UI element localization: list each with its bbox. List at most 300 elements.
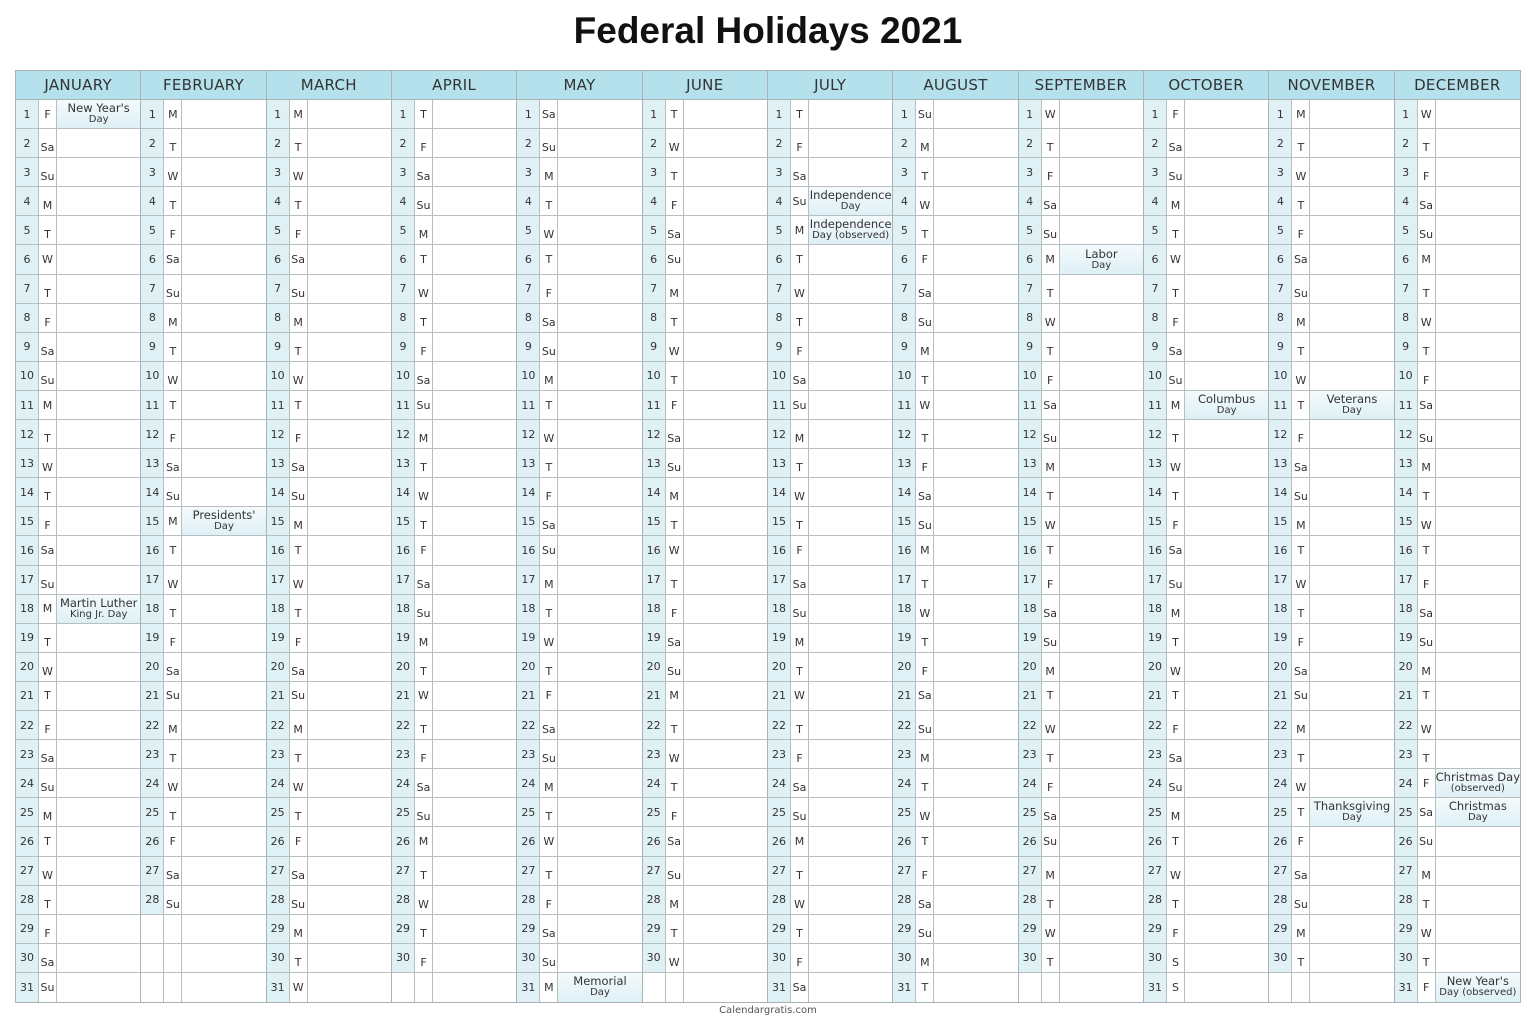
month-header: MAY — [517, 71, 641, 100]
day-row — [1144, 275, 1268, 304]
weekday: F — [666, 595, 684, 623]
day-number: 7 — [392, 275, 415, 303]
day-row — [392, 944, 516, 973]
weekday: M — [1292, 100, 1310, 128]
day-number: 14 — [1395, 478, 1418, 506]
event-cell — [1310, 362, 1393, 390]
day-row — [768, 129, 892, 158]
day-row — [1395, 595, 1520, 624]
empty-cell — [1019, 973, 1042, 1002]
event-cell — [433, 275, 516, 303]
weekday: T — [916, 973, 934, 1002]
holiday-label: Day — [214, 521, 234, 533]
day-number: 9 — [1144, 333, 1167, 361]
event-cell — [809, 711, 892, 739]
weekday: F — [415, 944, 433, 972]
weekday: M — [1418, 857, 1436, 885]
weekday: W — [666, 536, 684, 564]
weekday: T — [290, 944, 308, 972]
day-row — [1395, 391, 1520, 420]
day-row — [768, 187, 892, 216]
weekday: W — [415, 275, 433, 303]
day-row — [643, 333, 767, 362]
weekday: Su — [415, 798, 433, 826]
day-row — [392, 420, 516, 449]
event-cell — [1185, 595, 1268, 623]
day-row — [643, 507, 767, 536]
month-column-april — [392, 71, 517, 1002]
day-number: 9 — [517, 333, 540, 361]
weekday: Sa — [1292, 245, 1310, 273]
day-number: 4 — [392, 187, 415, 215]
weekday: F — [791, 333, 809, 361]
day-number: 11 — [141, 391, 164, 419]
day-number: 17 — [893, 566, 916, 594]
holiday-label: Independence — [809, 188, 892, 203]
event-cell — [1436, 711, 1520, 739]
weekday: T — [1292, 187, 1310, 215]
weekday: F — [1042, 362, 1060, 390]
day-number: 21 — [643, 682, 666, 710]
day-number: 7 — [643, 275, 666, 303]
day-number: 8 — [1269, 304, 1292, 332]
weekday: F — [1042, 566, 1060, 594]
day-number: 8 — [643, 304, 666, 332]
weekday: W — [1167, 449, 1185, 477]
day-number: 2 — [1395, 129, 1418, 157]
day-row — [893, 100, 1017, 129]
weekday: Sa — [791, 158, 809, 186]
day-row — [643, 769, 767, 798]
day-number: 9 — [893, 333, 916, 361]
weekday: F — [1167, 711, 1185, 739]
weekday: Sa — [916, 886, 934, 914]
day-row — [392, 449, 516, 478]
day-row — [1395, 624, 1520, 653]
event-cell — [809, 566, 892, 594]
day-row — [392, 566, 516, 595]
event-cell — [809, 449, 892, 477]
day-number: 25 — [893, 798, 916, 826]
day-number: 15 — [392, 507, 415, 535]
day-row — [1395, 333, 1520, 362]
event-cell — [1060, 507, 1143, 535]
day-row — [1144, 391, 1268, 420]
weekday: W — [39, 245, 57, 273]
weekday: M — [164, 100, 182, 128]
event-cell — [182, 449, 265, 477]
event-cell — [1060, 653, 1143, 681]
weekday: F — [39, 304, 57, 332]
event-cell — [57, 566, 140, 594]
weekday: M — [1167, 391, 1185, 419]
day-number: 19 — [141, 624, 164, 652]
weekday: F — [1418, 566, 1436, 594]
day-number: 31 — [1395, 973, 1418, 1002]
empty-cell — [141, 944, 164, 972]
day-number: 26 — [768, 827, 791, 855]
day-row — [643, 624, 767, 653]
day-row — [392, 915, 516, 944]
day-row — [141, 362, 265, 391]
event-cell — [57, 944, 140, 972]
day-number: 22 — [1269, 711, 1292, 739]
event-cell — [182, 769, 265, 797]
event-cell — [1436, 478, 1520, 506]
weekday: T — [1167, 216, 1185, 244]
event-cell — [308, 595, 391, 623]
day-number: 31 — [517, 973, 540, 1002]
empty-cell — [182, 944, 265, 972]
weekday: F — [415, 129, 433, 157]
weekday: Su — [415, 391, 433, 419]
day-row — [141, 682, 265, 711]
weekday: W — [1292, 769, 1310, 797]
day-number: 25 — [1019, 798, 1042, 826]
event-cell — [1185, 187, 1268, 215]
weekday: M — [791, 827, 809, 855]
event-cell — [433, 682, 516, 710]
event-cell — [809, 973, 892, 1002]
day-number: 26 — [893, 827, 916, 855]
weekday: F — [415, 536, 433, 564]
day-number: 22 — [141, 711, 164, 739]
weekday: M — [1167, 798, 1185, 826]
day-number: 18 — [1144, 595, 1167, 623]
day-row — [141, 915, 265, 944]
day-row — [893, 711, 1017, 740]
weekday: W — [39, 857, 57, 885]
event-cell — [308, 886, 391, 914]
day-row — [16, 740, 140, 769]
weekday: Su — [1167, 362, 1185, 390]
event-cell — [433, 857, 516, 885]
day-row — [1395, 827, 1520, 856]
event-cell — [182, 653, 265, 681]
day-number: 23 — [267, 740, 290, 768]
day-row — [1395, 275, 1520, 304]
day-row — [267, 478, 391, 507]
day-number: 5 — [1395, 216, 1418, 244]
weekday: W — [1418, 915, 1436, 943]
month-column-may — [517, 71, 642, 1002]
day-row — [893, 245, 1017, 274]
event-cell — [308, 275, 391, 303]
day-number: 22 — [893, 711, 916, 739]
weekday: Sa — [1042, 187, 1060, 215]
event-cell — [558, 507, 641, 535]
weekday: F — [1167, 507, 1185, 535]
day-number: 11 — [1019, 391, 1042, 419]
weekday: W — [1042, 915, 1060, 943]
weekday: Su — [1418, 827, 1436, 855]
event-cell — [1436, 624, 1520, 652]
weekday: T — [1418, 740, 1436, 768]
weekday: M — [666, 682, 684, 710]
weekday: T — [1167, 682, 1185, 710]
day-row — [768, 711, 892, 740]
day-number: 23 — [141, 740, 164, 768]
event-cell — [182, 333, 265, 361]
day-number: 31 — [893, 973, 916, 1002]
day-row — [893, 973, 1017, 1002]
event-cell — [809, 740, 892, 768]
holiday-cell — [182, 507, 265, 535]
day-number: 12 — [267, 420, 290, 448]
event-cell — [558, 187, 641, 215]
weekday: W — [1418, 304, 1436, 332]
day-number: 3 — [643, 158, 666, 186]
day-number: 16 — [267, 536, 290, 564]
day-row — [1144, 973, 1268, 1002]
day-row — [141, 420, 265, 449]
day-number: 9 — [643, 333, 666, 361]
day-row — [768, 624, 892, 653]
event-cell — [308, 449, 391, 477]
day-number: 15 — [267, 507, 290, 535]
day-number: 9 — [141, 333, 164, 361]
weekday: F — [164, 216, 182, 244]
weekday: M — [916, 740, 934, 768]
day-number: 10 — [1395, 362, 1418, 390]
weekday: Su — [1292, 478, 1310, 506]
day-number: 8 — [1144, 304, 1167, 332]
day-row — [1269, 624, 1393, 653]
empty-cell — [164, 915, 182, 943]
day-number: 7 — [16, 275, 39, 303]
day-number: 6 — [267, 245, 290, 273]
weekday: Sa — [791, 769, 809, 797]
weekday: F — [1042, 769, 1060, 797]
weekday: W — [791, 682, 809, 710]
weekday: F — [916, 245, 934, 273]
day-number: 8 — [517, 304, 540, 332]
day-row — [1144, 653, 1268, 682]
day-row — [267, 827, 391, 856]
weekday: Sa — [916, 478, 934, 506]
day-row — [267, 536, 391, 565]
day-number: 19 — [1269, 624, 1292, 652]
day-number: 3 — [893, 158, 916, 186]
event-cell — [684, 478, 767, 506]
empty-cell — [392, 973, 415, 1002]
holiday-label: Day — [1342, 405, 1362, 416]
weekday: Sa — [540, 915, 558, 943]
event-cell — [1060, 362, 1143, 390]
weekday: Sa — [791, 566, 809, 594]
day-row — [141, 333, 265, 362]
event-cell — [809, 275, 892, 303]
day-number: 30 — [517, 944, 540, 972]
weekday: M — [1292, 711, 1310, 739]
event-cell — [308, 857, 391, 885]
event-cell — [684, 944, 767, 972]
day-number: 23 — [392, 740, 415, 768]
day-row — [517, 624, 641, 653]
event-cell — [182, 100, 265, 128]
day-row — [1269, 769, 1393, 798]
event-cell — [1060, 158, 1143, 186]
day-row — [392, 507, 516, 536]
event-cell — [684, 857, 767, 885]
weekday: Sa — [1418, 798, 1436, 826]
weekday: Su — [290, 275, 308, 303]
day-row — [1019, 100, 1143, 129]
day-row — [16, 449, 140, 478]
weekday: F — [290, 827, 308, 855]
day-row — [1019, 536, 1143, 565]
weekday: Su — [540, 740, 558, 768]
weekday: T — [1418, 129, 1436, 157]
event-cell — [1185, 304, 1268, 332]
day-row — [893, 857, 1017, 886]
day-row — [893, 536, 1017, 565]
weekday: Sa — [1167, 333, 1185, 361]
day-row — [768, 915, 892, 944]
holiday-label: Day — [1467, 812, 1488, 824]
day-number: 9 — [1019, 333, 1042, 361]
day-number: 31 — [1144, 973, 1167, 1002]
day-row — [1395, 740, 1520, 769]
day-number: 1 — [267, 100, 290, 128]
day-row — [517, 158, 641, 187]
holiday-cell — [1436, 973, 1520, 1002]
day-row — [16, 624, 140, 653]
event-cell — [809, 653, 892, 681]
day-row — [267, 391, 391, 420]
day-row — [16, 944, 140, 973]
event-cell — [433, 798, 516, 826]
weekday: T — [1418, 333, 1436, 361]
weekday: S — [1167, 944, 1185, 972]
weekday: M — [666, 478, 684, 506]
weekday: Sa — [39, 536, 57, 564]
day-number: 16 — [141, 536, 164, 564]
day-number: 22 — [768, 711, 791, 739]
weekday: T — [164, 129, 182, 157]
event-cell — [684, 595, 767, 623]
event-cell — [1310, 420, 1393, 448]
event-cell — [57, 507, 140, 535]
day-row — [1395, 653, 1520, 682]
weekday: T — [791, 304, 809, 332]
day-number: 13 — [392, 449, 415, 477]
empty-cell — [164, 944, 182, 972]
day-row — [1395, 216, 1520, 245]
day-row — [267, 682, 391, 711]
event-cell — [57, 769, 140, 797]
weekday: T — [1042, 944, 1060, 972]
event-cell — [308, 711, 391, 739]
month-header: AUGUST — [893, 71, 1017, 100]
day-number: 27 — [392, 857, 415, 885]
weekday: W — [164, 158, 182, 186]
day-number: 4 — [1144, 187, 1167, 215]
day-row — [1269, 973, 1393, 1002]
event-cell — [809, 798, 892, 826]
day-row — [16, 129, 140, 158]
holiday-label: Day (observed) — [1439, 987, 1517, 999]
day-row — [1019, 711, 1143, 740]
weekday: T — [666, 507, 684, 535]
event-cell — [1060, 449, 1143, 477]
day-row — [1144, 915, 1268, 944]
day-number: 21 — [1395, 682, 1418, 710]
event-cell — [809, 304, 892, 332]
weekday: T — [1167, 827, 1185, 855]
day-number: 14 — [1144, 478, 1167, 506]
weekday: T — [415, 245, 433, 273]
day-number: 15 — [643, 507, 666, 535]
day-row — [643, 827, 767, 856]
day-number: 17 — [1395, 566, 1418, 594]
day-number: 26 — [1269, 827, 1292, 855]
weekday: Sa — [39, 740, 57, 768]
day-row — [392, 740, 516, 769]
weekday: W — [415, 886, 433, 914]
weekday: F — [415, 740, 433, 768]
weekday: T — [666, 711, 684, 739]
weekday: Su — [164, 682, 182, 710]
empty-cell — [182, 973, 265, 1002]
day-number: 26 — [392, 827, 415, 855]
day-row — [141, 100, 265, 129]
event-cell — [308, 682, 391, 710]
weekday: M — [290, 507, 308, 535]
weekday: M — [791, 216, 809, 244]
day-row — [517, 566, 641, 595]
day-row — [768, 566, 892, 595]
day-number: 22 — [517, 711, 540, 739]
weekday: Sa — [1042, 595, 1060, 623]
day-number: 15 — [768, 507, 791, 535]
day-row — [1395, 973, 1520, 1002]
day-number: 15 — [517, 507, 540, 535]
day-number: 29 — [267, 915, 290, 943]
event-cell — [308, 391, 391, 419]
weekday: Sa — [1292, 857, 1310, 885]
day-number: 28 — [643, 886, 666, 914]
day-row — [1019, 245, 1143, 274]
event-cell — [684, 304, 767, 332]
weekday: F — [916, 857, 934, 885]
day-number: 17 — [643, 566, 666, 594]
event-cell — [558, 158, 641, 186]
weekday: Sa — [1042, 798, 1060, 826]
event-cell — [809, 391, 892, 419]
month-header: NOVEMBER — [1269, 71, 1393, 100]
day-row — [517, 711, 641, 740]
day-number: 13 — [1019, 449, 1042, 477]
event-cell — [308, 566, 391, 594]
weekday: T — [1042, 275, 1060, 303]
day-number: 12 — [1395, 420, 1418, 448]
day-number: 23 — [1395, 740, 1418, 768]
day-number: 7 — [893, 275, 916, 303]
event-cell — [1185, 740, 1268, 768]
day-number: 1 — [1144, 100, 1167, 128]
day-number: 15 — [1269, 507, 1292, 535]
event-cell — [182, 566, 265, 594]
weekday: W — [415, 682, 433, 710]
day-number: 19 — [1395, 624, 1418, 652]
event-cell — [308, 158, 391, 186]
day-number: 3 — [267, 158, 290, 186]
holiday-label: Day — [1342, 812, 1362, 824]
event-cell — [558, 798, 641, 826]
day-row — [16, 973, 140, 1002]
event-cell — [1310, 129, 1393, 157]
